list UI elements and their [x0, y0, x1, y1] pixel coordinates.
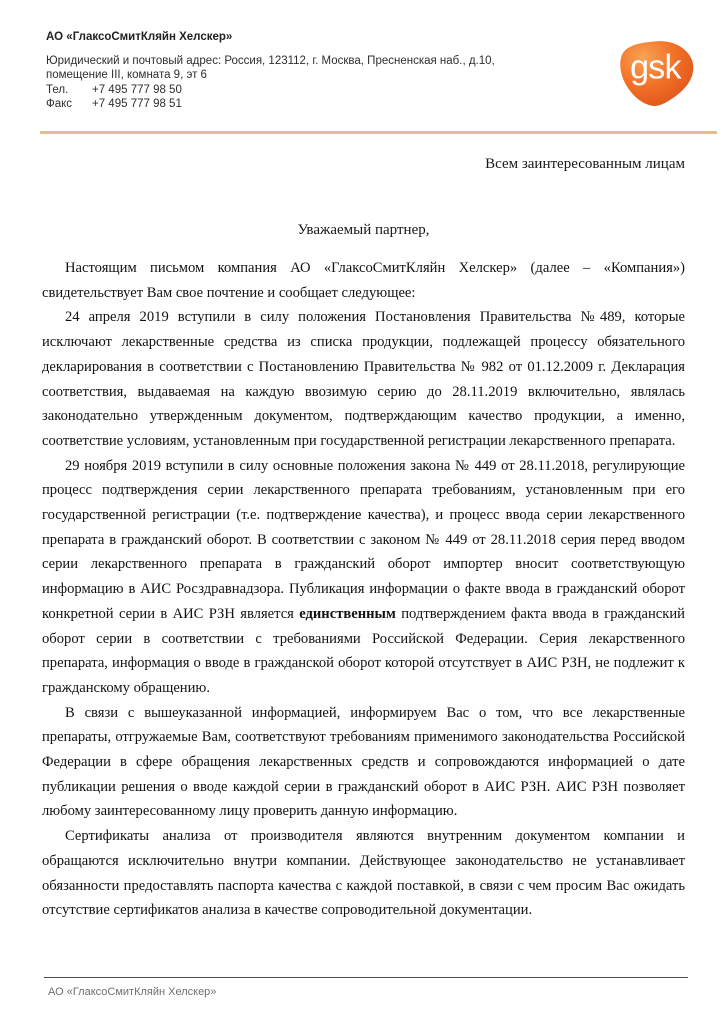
- paragraph-4: В связи с вышеуказанной информацией, информируем Вас о том, что все лекарственные препараты, отгружаемые Вам, соответствуют требованиям применимого законодательства Российской Федерации в сфере обращения лекарственных средств и сопровождаются информацией о дате публикации решения о вводе каждой серии в гражданский оборот в АИС РЗН. АИС РЗН позволяет любому заинтересованному лицу проверить данную информацию.: [42, 704, 685, 820]
- paragraph-2: 24 апреля 2019 вступили в силу положения Постановления Правительства №489, которые исключают лекарственные средства из списка продукции, подлежащей процессу обязательного декларирования в соответствии с Постановлению Правительства № 982 от 01.12.2009 г. Декларация соответствия, выдаваемая на каждую ввозимую серию до 28.11.2019 включительно, являлась законодательно утвержденным документом, подтверждающим качество продукции, а именно, соответствие условиям, установленным при государственной регистрации лекарственного препарата.: [42, 309, 685, 449]
- letterhead: [46, 30, 495, 112]
- header-divider: [40, 131, 717, 134]
- recipient-line: Всем заинтересованным лицам: [485, 156, 685, 172]
- paragraph-5: Сертификаты анализа от производителя являются внутренним документом компании и обращаются исключительно внутри компании. Действующее законодательство не устанавливает обязанности предоставлять паспорта качества с каждой поставкой, в связи с чем просим Вас ожидать отсутствие сертификатов анализа в качестве сопроводительной документации.: [42, 828, 685, 919]
- phone-line: [46, 83, 495, 98]
- address-line-1: Юридический и почтовый адрес: Россия, 123112, г. Москва, Пресненская наб., д.10,: [46, 54, 495, 67]
- phone-label: Тел.: [46, 83, 69, 96]
- gsk-logo-icon: [618, 40, 696, 108]
- fax-number: +7 495 777 98 51: [92, 98, 182, 110]
- gsk-logo-text: gsk: [630, 48, 681, 87]
- paragraph-3-post: подтверждением факта ввода в гражданский оборот серии в соответствии с требованиями Российской Федерации. Серия лекарственного препарата, информация о вводе в гражданской оборот которой отсутствует в АИС РЗН, не подлежит к гражданскому обращению.: [42, 605, 685, 696]
- fax-line: [46, 97, 495, 112]
- phone-number: +7 495 777 98 50: [92, 83, 182, 96]
- address-line-2: помещение III, комната 9, эт 6: [46, 69, 207, 81]
- paragraph-3: [42, 454, 685, 701]
- gsk-logo: [618, 40, 696, 108]
- fax-label: Факс: [46, 98, 73, 110]
- salutation: Уважаемый партнер,: [297, 222, 430, 238]
- paragraph-3-pre: 29 ноября 2019 вступили в силу основные положения закона № 449 от 28.11.2018, регулирующие процесс подтверждения серии лекарственного препарата требованиям, установленным при его государственной регистрации (т.е. подтверждение качества), и процесс ввода серии лекарственного препарата в гражданский оборот. В соответствии с законом № 449 от 28.11.2018 серия перед вводом серии лекарственного препарата в гражданский оборот импортер вносит соответствующую информацию в АИС Росздравнадзора. Публикация информации о факте ввода в гражданский оборот конкретной серии в АИС РЗН является: [42, 457, 685, 622]
- footer-company-name: АО «ГлаксоСмитКляйн Хелскер»: [48, 986, 217, 998]
- footer-divider: [44, 977, 688, 978]
- letter-body: [42, 256, 685, 923]
- company-name: АО «ГлаксоСмитКляйн Хелскер»: [46, 31, 233, 43]
- paragraph-3-bold-emphasis: единственным: [299, 605, 396, 622]
- paragraph-1: Настоящим письмом компания АО «ГлаксоСмитКляйн Хелскер» (далее – «Компания») свидетельствует Вам свое почтение и сообщает следующее:: [42, 260, 685, 301]
